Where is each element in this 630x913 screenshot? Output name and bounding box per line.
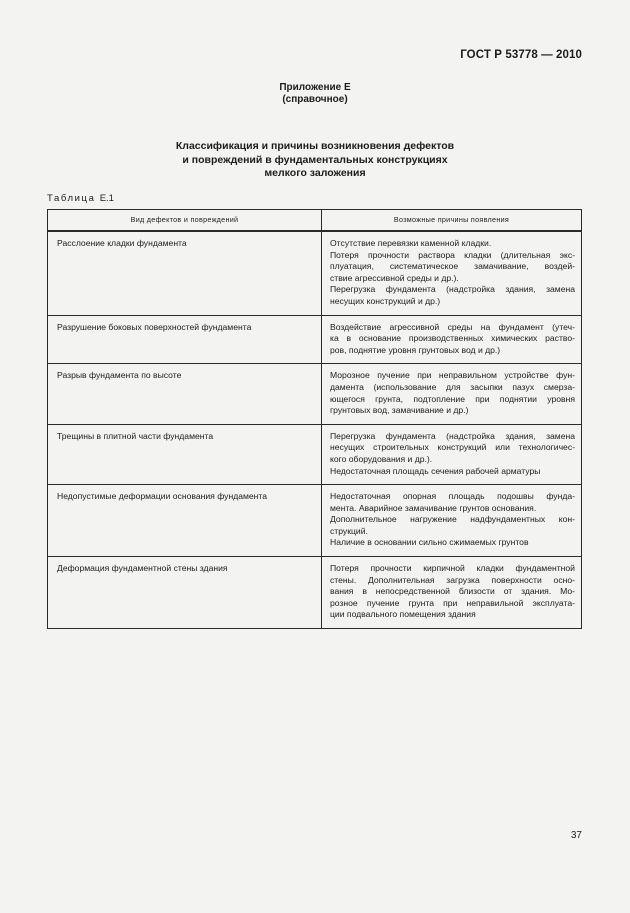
cause-line: кого оборудования и др.).: [330, 453, 433, 464]
defect-cell: Деформация фундаментной стены здания: [48, 557, 322, 629]
defects-table: [47, 209, 582, 629]
defect-cell: Расслоение кладки фундамента: [48, 231, 322, 315]
cause-line: Наличие в основании сильно сжимаемых грунтов: [330, 537, 529, 548]
cause-line: ции подвального помещения здания: [330, 609, 476, 620]
table-row: [48, 424, 582, 484]
cause-line: ров, поднятие уровня грунтовых вод и др.): [330, 344, 501, 355]
cause-line: вания в непосредственной близости от здания. Мо-: [330, 586, 575, 597]
table-row: [48, 364, 582, 424]
cause-line: Перегрузка фундамента (надстройка здания, замена: [330, 284, 575, 295]
table-row: [48, 315, 582, 364]
cause-line: грунтовых вод, замачивание и др.): [330, 405, 469, 416]
table-row: [48, 485, 582, 557]
cause-line: несущих строительных конструкций или технологичес-: [330, 442, 575, 453]
cause-line: розное пучение грунта при неправильной эксплуата-: [330, 597, 575, 608]
column-header-causes: Возможные причины появления: [322, 210, 582, 232]
cause-line: Морозное пучение при неправильном устройстве фун-: [330, 370, 575, 381]
document-title-line: Классификация и причины возникновения дефектов: [175, 140, 455, 152]
table-row: [48, 557, 582, 629]
causes-cell: [322, 315, 582, 364]
table-caption-number: Е.1: [99, 193, 114, 204]
cause-line: несущих конструкций и др.): [330, 295, 441, 306]
causes-cell: [322, 364, 582, 424]
cause-line: Отсутствие перевязки каменной кладки.: [330, 238, 492, 248]
document-title: [0, 140, 630, 181]
cause-line: стены. Дополнительная загрузка поверхности осно-: [330, 574, 575, 585]
table-caption-label: Таблица: [47, 193, 96, 204]
annex-subtitle: (справочное): [282, 94, 348, 105]
causes-cell: [322, 557, 582, 629]
table-caption: [47, 193, 114, 204]
cause-line: ствие агрессивной среды и др.).: [330, 272, 459, 283]
cause-line: дамента (использование для засыпки пазух смерза-: [330, 381, 575, 392]
cause-line: Потеря прочности раствора кладки (длительная экс-: [330, 249, 575, 260]
table-header-row: [48, 210, 582, 232]
causes-cell: [322, 485, 582, 557]
column-header-defect: Вид дефектов и повреждений: [48, 210, 322, 232]
cause-line: мента. Аварийное замачивание грунтов основания.: [330, 502, 537, 513]
cause-line: плуатация, систематическое замачивание, воздей-: [330, 261, 575, 272]
causes-cell: [322, 424, 582, 484]
page-number: 37: [570, 830, 582, 841]
cause-line: ка в основание производственных химических раство-: [330, 333, 575, 344]
cause-line: Воздействие агрессивной среды на фундамент (утеч-: [330, 321, 575, 332]
cause-line: Перегрузка фундамента (надстройка здания, замена: [330, 430, 575, 441]
cause-line: струкций.: [330, 525, 368, 536]
defect-cell: Разрушение боковых поверхностей фундамента: [48, 315, 322, 364]
causes-cell: [322, 231, 582, 315]
defect-cell: Трещины в плитной части фундамента: [48, 424, 322, 484]
annex-title: Приложение Е: [279, 82, 351, 93]
defect-cell: Недопустимые деформации основания фундамента: [48, 485, 322, 557]
document-title-line: мелкого заложения: [264, 167, 366, 179]
cause-line: Потеря прочности кирпичной кладки фундаментной: [330, 563, 575, 574]
cause-line: Недостаточная опорная площадь подошвы фунда-: [330, 491, 575, 502]
standard-code: ГОСТ Р 53778 — 2010: [460, 49, 582, 61]
cause-line: ющегося грунта, подтопление при поднятии уровня: [330, 393, 575, 404]
document-title-line: и повреждений в фундаментальных конструкциях: [182, 153, 448, 166]
cause-line: Дополнительное нагружение надфундаментных кон-: [330, 514, 575, 525]
defect-cell: Разрыв фундамента по высоте: [48, 364, 322, 424]
cause-line: Недостаточная площадь сечения рабочей арматуры: [330, 465, 541, 476]
table-row: [48, 231, 582, 315]
